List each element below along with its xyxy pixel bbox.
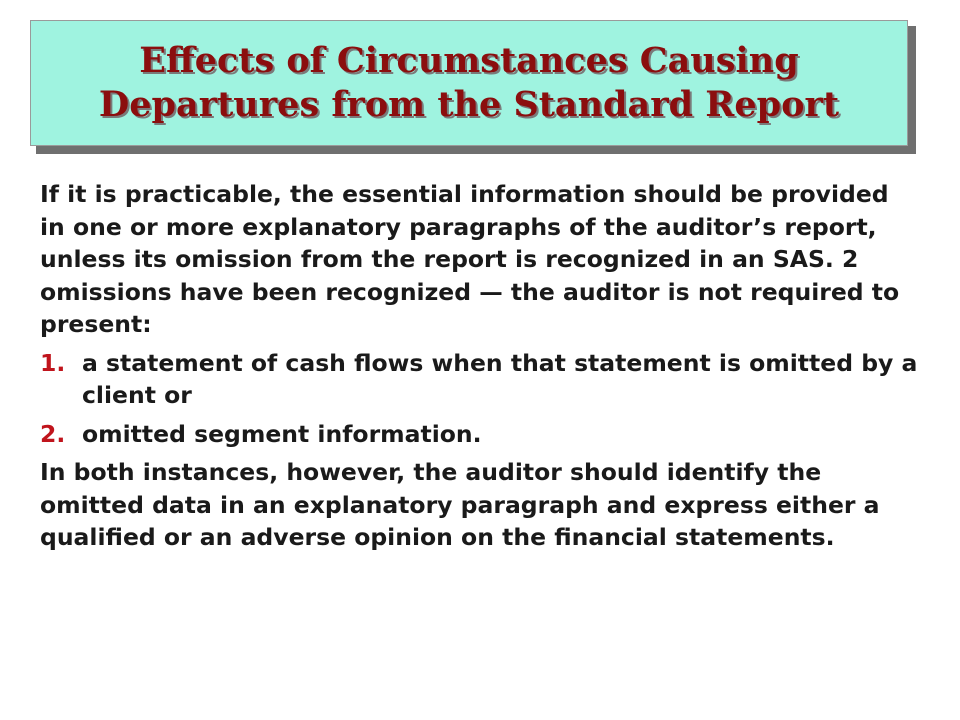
list-item-number: 2.: [40, 419, 66, 448]
slide-title-line-1: Effects of Circumstances Causing: [139, 40, 799, 81]
slide-title-line-2: Departures from the Standard Report: [98, 84, 840, 125]
list-item: [40, 347, 920, 412]
intro-paragraph: If it is practicable, the essential information should be provided in one or more explanatory paragraphs of the auditor’s report, unless its omission from the report is recognized in an SAS. 2 omissions have been recognized — the auditor is not required to present:: [40, 180, 900, 338]
conclusion-paragraph: In both instances, however, the auditor should identify the omitted data in an explanatory paragraph and express either a qualified or an adverse opinion on the financial statements.: [40, 458, 880, 551]
list-item-text: omitted segment information.: [82, 419, 482, 448]
slide-body: [40, 178, 920, 554]
slide-title-box: [30, 20, 908, 146]
list-item-text: a statement of cash flows when that statement is omitted by a client or: [82, 348, 918, 409]
list-item-number: 1.: [40, 348, 66, 377]
list-item: [40, 418, 920, 451]
